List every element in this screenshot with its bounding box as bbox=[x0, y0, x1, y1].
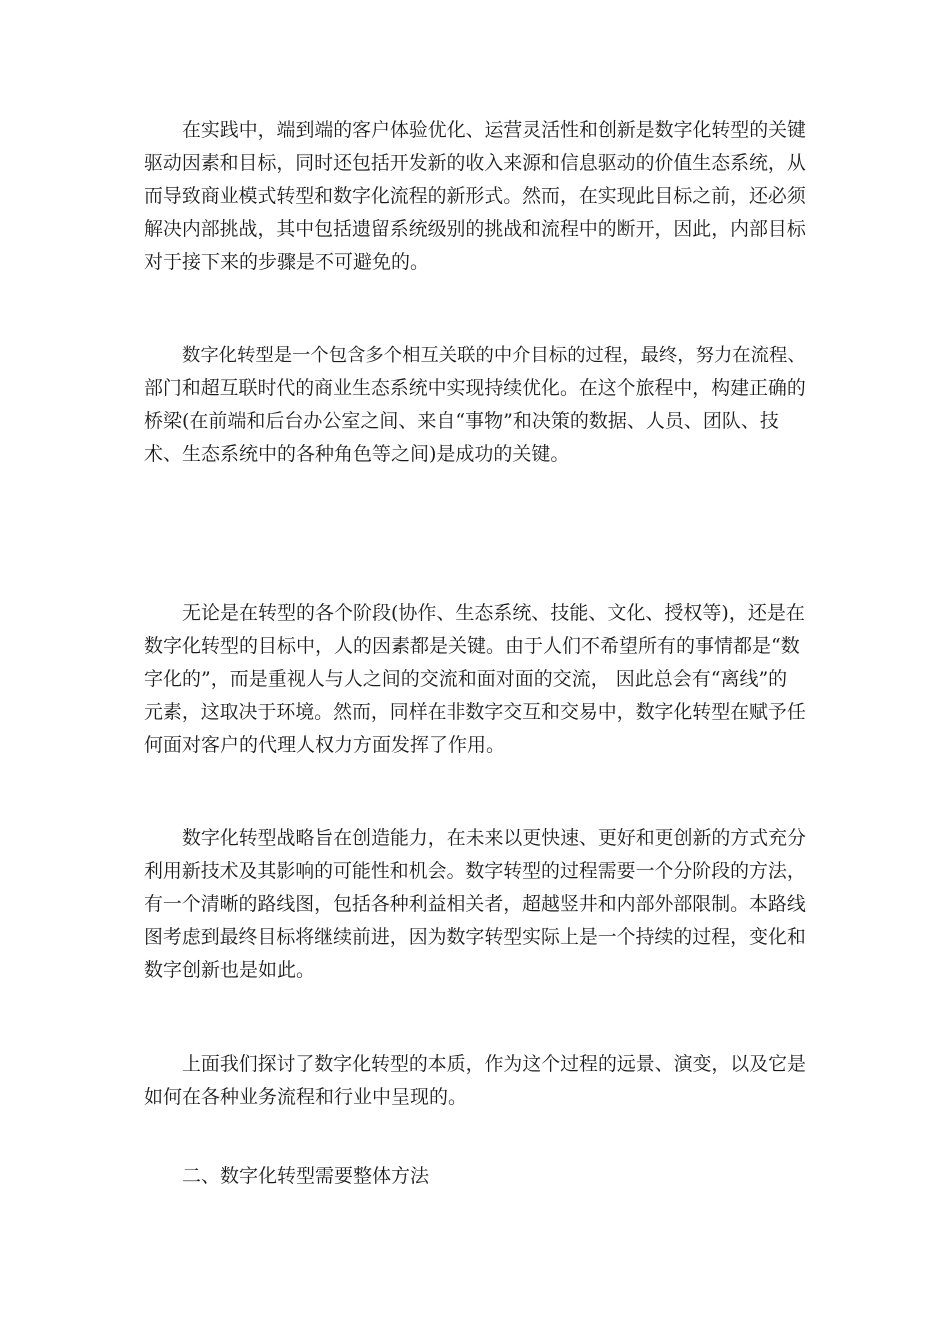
paragraph-line: 数字化转型战略旨在创造能力，在未来以更快速、更好和更创新的方式充分 bbox=[182, 827, 806, 849]
paragraph-line: 元素，这取决于环境。然而，同样在非数字交互和交易中，数字化转型在赋予任 bbox=[144, 701, 806, 723]
paragraph-line: 无论是在转型的各个阶段(协作、生态系统、技能、文化、授权等)，还是在 bbox=[182, 602, 805, 624]
paragraph-line: 有一个清晰的路线图，包括各种利益相关者，超越竖井和内部外部限制。本路线 bbox=[144, 893, 806, 915]
paragraph-line: 数字化转型的目标中，人的因素都是关键。由于人们不希望所有的事情都是“数 bbox=[144, 635, 800, 657]
section-heading-text: 二、数字化转型需要整体方法 bbox=[182, 1165, 430, 1187]
paragraph-line: 而导致商业模式转型和数字化流程的新形式。然而，在实现此目标之前，还必须 bbox=[144, 185, 806, 207]
paragraph-line: 数字创新也是如此。 bbox=[144, 959, 316, 981]
paragraph-line: 驱动因素和目标，同时还包括开发新的收入来源和信息驱动的价值生态系统，从 bbox=[144, 152, 806, 174]
paragraph-line: 解决内部挑战，其中包括遗留系统级别的挑战和流程中的断开，因此，内部目标 bbox=[144, 218, 806, 240]
paragraph-line: 对于接下来的步骤是不可避免的。 bbox=[144, 251, 430, 273]
paragraph-line: 图考虑到最终目标将继续前进，因为数字转型实际上是一个持续的过程，变化和 bbox=[144, 926, 806, 948]
paragraph-line: 术、生态系统中的各种角色等之间)是成功的关键。 bbox=[144, 443, 570, 465]
paragraph-line: 利用新技术及其影响的可能性和机会。数字转型的过程需要一个分阶段的方法， bbox=[144, 860, 806, 882]
paragraph-2 bbox=[144, 339, 806, 471]
paragraph-3 bbox=[144, 597, 806, 762]
section-heading bbox=[144, 1160, 806, 1193]
paragraph-line: 如何在各种业务流程和行业中呈现的。 bbox=[144, 1086, 468, 1108]
paragraph-line: 字化的”，而是重视人与人之间的交流和面对面的交流， 因此总会有“离线”的 bbox=[144, 668, 788, 690]
paragraph-line: 桥梁(在前端和后台办公室之间、来自“事物”和决策的数据、人员、团队、技 bbox=[144, 410, 779, 432]
paragraph-line: 上面我们探讨了数字化转型的本质，作为这个过程的远景、演变，以及它是 bbox=[182, 1053, 806, 1075]
paragraph-line: 在实践中，端到端的客户体验优化、运营灵活性和创新是数字化转型的关键 bbox=[182, 119, 806, 141]
paragraph-line: 部门和超互联时代的商业生态系统中实现持续优化。在这个旅程中，构建正确的 bbox=[144, 377, 806, 399]
paragraph-4 bbox=[144, 822, 806, 987]
paragraph-line: 数字化转型是一个包含多个相互关联的中介目标的过程，最终，努力在流程、 bbox=[182, 345, 806, 366]
paragraph-line: 何面对客户的代理人权力方面发挥了作用。 bbox=[144, 734, 506, 756]
paragraph-1 bbox=[144, 114, 806, 279]
paragraph-5 bbox=[144, 1048, 806, 1114]
